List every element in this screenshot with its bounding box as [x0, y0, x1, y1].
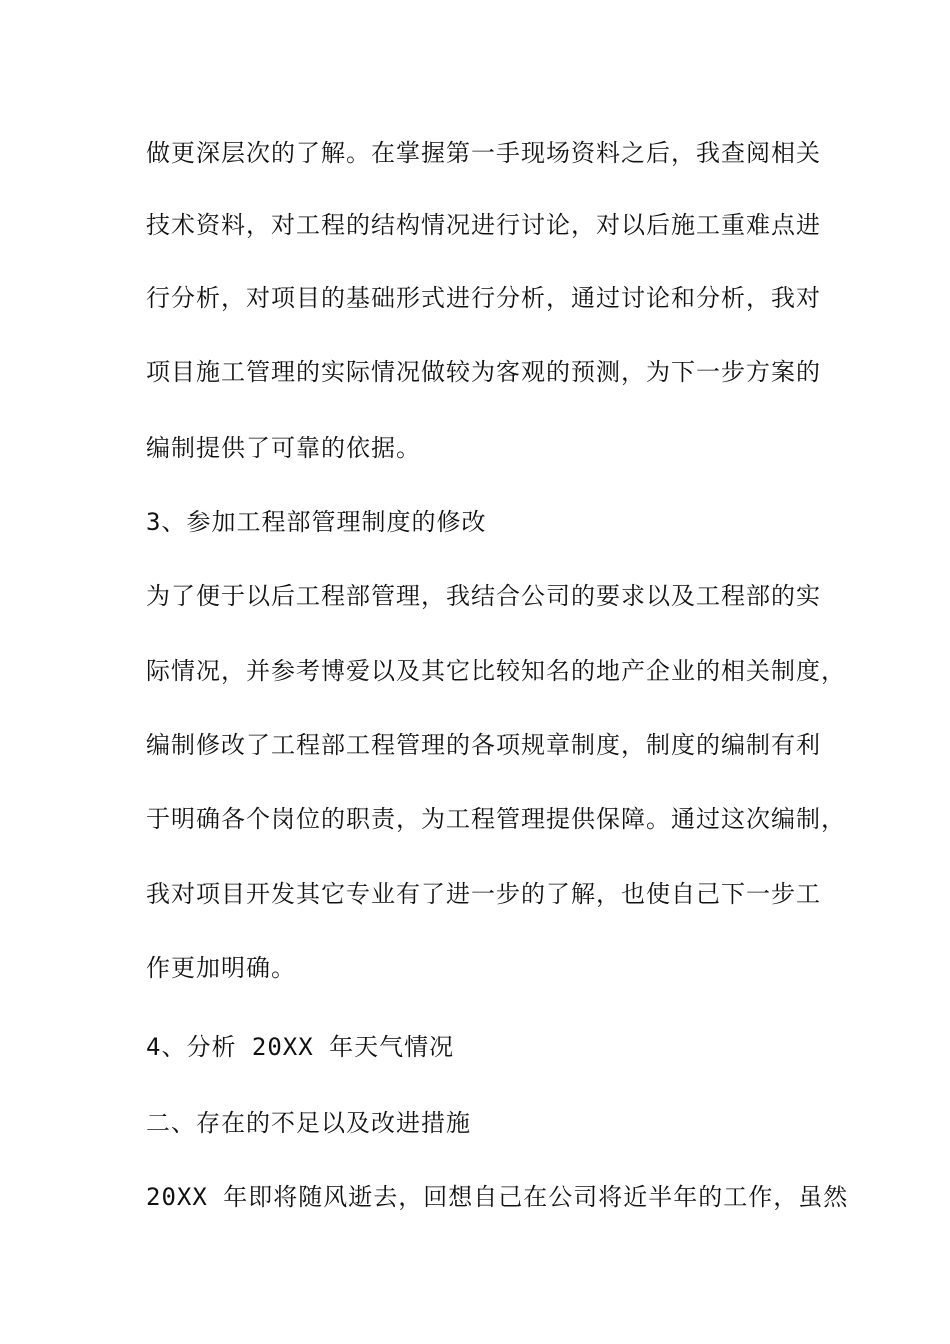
body-text-line: 技术资料，对工程的结构情况进行讨论，对以后施工重难点进	[146, 211, 821, 239]
section-heading: 二、存在的不足以及改进措施	[146, 1109, 471, 1137]
body-text-line: 我对项目开发其它专业有了进一步的了解，也使自己下一步工	[146, 880, 821, 908]
body-text-line: 行分析，对项目的基础形式进行分析，通过讨论和分析，我对	[146, 284, 821, 312]
body-text-line: 20XX 年即将随风逝去，回想自己在公司将近半年的工作，虽然	[146, 1183, 849, 1211]
body-text-line: 作更加明确。	[146, 954, 296, 982]
body-text-line: 于明确各个岗位的职责，为工程管理提供保障。通过这次编制，	[146, 805, 846, 833]
body-text-line: 编制修改了工程部工程管理的各项规章制度，制度的编制有利	[146, 731, 821, 759]
section-heading: 4、分析 20XX 年天气情况	[146, 1033, 455, 1061]
body-text-line: 做更深层次的了解。在掌握第一手现场资料之后，我查阅相关	[146, 139, 821, 167]
body-text-line: 际情况，并参考博爱以及其它比较知名的地产企业的相关制度，	[146, 657, 846, 685]
section-heading: 3、参加工程部管理制度的修改	[146, 508, 487, 536]
body-text-line: 项目施工管理的实际情况做较为客观的预测，为下一步方案的	[146, 358, 821, 386]
body-text-line: 编制提供了可靠的依据。	[146, 434, 421, 462]
body-text-line: 为了便于以后工程部管理，我结合公司的要求以及工程部的实	[146, 582, 821, 610]
